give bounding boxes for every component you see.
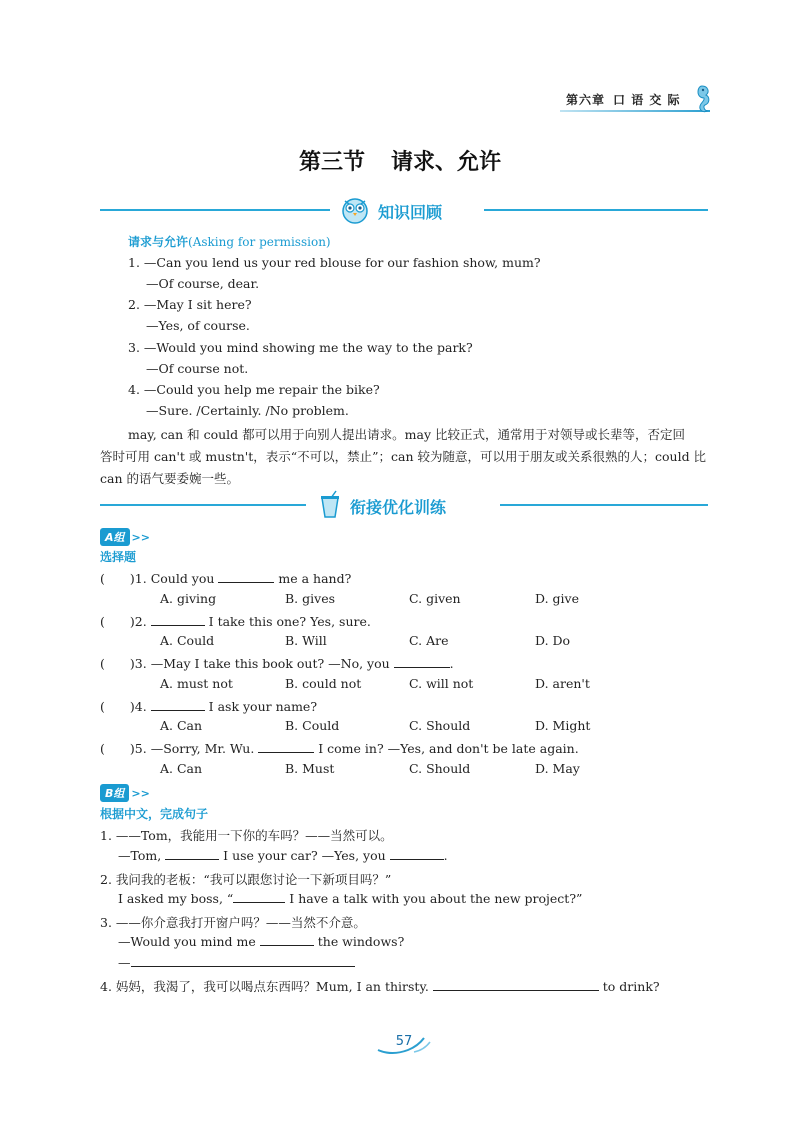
- question-5: ( )5. —Sorry, Mr. Wu. I come in? —Yes, and don't be late again.: [100, 741, 579, 756]
- translate-3-reply: —: [118, 955, 355, 970]
- practice-rule-right: [500, 504, 708, 506]
- review-item-1-a: —Of course, dear.: [146, 276, 260, 291]
- section-title: [0, 145, 800, 176]
- question-1: ( )1. Could you me a hand?: [100, 571, 352, 586]
- q3-option-d: D. aren't: [535, 676, 590, 691]
- practice-banner: 衔接优化训练: [350, 498, 447, 517]
- banner-rule-right: [484, 209, 708, 211]
- section-number: 第三节: [298, 150, 365, 175]
- knowledge-review-banner: 知识回顾: [378, 203, 443, 222]
- translate-4: 4. 妈妈，我渴了，我可以喝点东西吗？Mum, I an thirsty. to drink?: [100, 979, 660, 994]
- q1-option-c: C. given: [409, 591, 461, 606]
- answer-blank[interactable]: [233, 891, 285, 903]
- q5-option-b: B. Must: [285, 761, 335, 776]
- seahorse-icon: [688, 84, 714, 114]
- banner-rule-left: [100, 209, 330, 211]
- knowledge-heading: [128, 233, 331, 250]
- q1-option-d: D. give: [535, 591, 579, 606]
- q2-option-b: B. Will: [285, 633, 327, 648]
- answer-blank[interactable]: [131, 955, 355, 967]
- translate-3-cn: 3. ——你介意我打开窗户吗？——当然不介意。: [100, 915, 366, 930]
- chapter-title: 口 语 交 际: [613, 93, 681, 107]
- drink-cup-icon: [316, 490, 344, 520]
- q1-option-a: A. giving: [160, 591, 217, 606]
- practice-rule-left: [100, 504, 306, 506]
- review-item-2-a: —Yes, of course.: [146, 318, 250, 333]
- page-number: 57: [395, 1034, 413, 1049]
- review-item-2-q: 2. —May I sit here?: [128, 297, 252, 312]
- q5-option-d: D. May: [535, 761, 580, 776]
- q5-option-a: A. Can: [160, 761, 203, 776]
- section-name: 请求、允许: [391, 150, 502, 175]
- heading-cn: 请求与允许: [128, 235, 189, 249]
- heading-en: (Asking for permission): [188, 235, 331, 249]
- q2-option-a: A. Could: [160, 633, 215, 648]
- chapter-number: 第六章: [566, 93, 606, 107]
- chapter-header: [566, 91, 681, 108]
- question-2: ( )2. I take this one? Yes, sure.: [100, 614, 371, 629]
- group-a-arrow: >>: [131, 531, 150, 544]
- q4-option-d: D. Might: [535, 718, 591, 733]
- translate-2-en: I asked my boss, “ I have a talk with you about the new project?”: [118, 891, 583, 906]
- note-line-2: 答时可用 can't 或 mustn't，表示“不可以，禁止”；can 较为随意，可以用于朋友或关系很熟的人；could 比: [100, 449, 707, 464]
- group-a-type: 选择题: [100, 550, 137, 564]
- q4-option-b: B. Could: [285, 718, 340, 733]
- owl-icon: [340, 196, 370, 224]
- answer-blank[interactable]: [165, 848, 219, 860]
- translate-1-cn: 1. ——Tom，我能用一下你的车吗？——当然可以。: [100, 828, 393, 843]
- answer-blank[interactable]: [394, 656, 450, 668]
- q2-option-c: C. Are: [409, 633, 449, 648]
- answer-blank[interactable]: [151, 614, 205, 626]
- q3-option-a: A. must not: [160, 676, 233, 691]
- q3-option-c: C. will not: [409, 676, 474, 691]
- question-4: ( )4. I ask your name?: [100, 699, 318, 714]
- review-item-3-a: —Of course not.: [146, 361, 249, 376]
- group-b-tag: B组: [100, 784, 129, 802]
- translate-2-cn: 2. 我问我的老板：“我可以跟您讨论一下新项目吗？”: [100, 872, 392, 887]
- answer-blank[interactable]: [218, 571, 274, 583]
- q3-option-b: B. could not: [285, 676, 362, 691]
- group-b-header: [100, 782, 150, 802]
- q4-option-a: A. Can: [160, 718, 203, 733]
- question-3: ( )3. —May I take this book out? —No, you .: [100, 656, 454, 671]
- group-b-arrow: >>: [131, 787, 150, 800]
- translate-1-en: —Tom, I use your car? —Yes, you .: [118, 848, 448, 863]
- q2-option-d: D. Do: [535, 633, 571, 648]
- review-item-4-q: 4. —Could you help me repair the bike?: [128, 382, 380, 397]
- q5-option-c: C. Should: [409, 761, 471, 776]
- group-a-header: [100, 526, 150, 546]
- review-item-4-a: —Sure. /Certainly. /No problem.: [146, 403, 349, 418]
- answer-blank[interactable]: [390, 848, 444, 860]
- review-item-3-q: 3. —Would you mind showing me the way to the park?: [128, 340, 473, 355]
- review-item-1-q: 1. —Can you lend us your red blouse for our fashion show, mum?: [128, 255, 541, 270]
- note-line-3: can 的语气要委婉一些。: [100, 471, 239, 486]
- note-line-1: may, can 和 could 都可以用于向别人提出请求。may 比较正式，通常用于对领导或长辈等，否定回: [128, 427, 685, 442]
- translate-3-en: —Would you mind me the windows?: [118, 934, 405, 949]
- answer-blank[interactable]: [258, 741, 314, 753]
- q1-option-b: B. gives: [285, 591, 336, 606]
- answer-blank[interactable]: [260, 934, 314, 946]
- answer-blank[interactable]: [151, 699, 205, 711]
- group-a-tag: A组: [100, 528, 130, 546]
- q4-option-c: C. Should: [409, 718, 471, 733]
- group-b-type: 根据中文，完成句子: [100, 807, 209, 821]
- answer-blank[interactable]: [433, 979, 599, 991]
